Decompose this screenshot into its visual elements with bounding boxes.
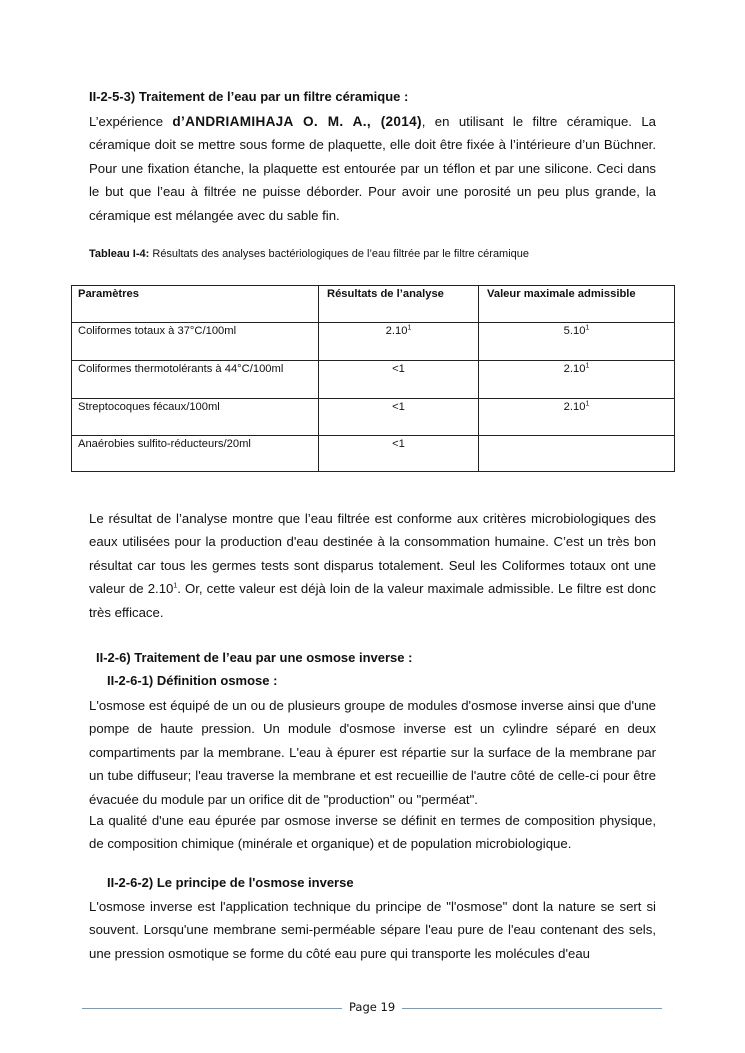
ceramic-filter-paragraph: L’expérience d’ANDRIAMIHAJA O. M. A., (2014), en utilisant le filtre céramique. La céramique doit se mettre sous forme de plaquette, elle doit être fixée à l’intérieure d’un Büchner. Pour une fixation étanche, la plaquette est entourée par un téflon et par une silicone. Ceci dans le but que l’eau à filtrée ne puisse déborder. Pour avoir une porosité un peu plus grande, la céramique est mélangée avec du sable fin.: [89, 114, 656, 223]
cell-param: Streptocoques fécaux/100ml: [72, 399, 319, 436]
section-heading-reverse-osmosis: II-2-6) Traitement de l’eau par une osmose inverse :: [96, 650, 413, 665]
table-header-row: [72, 286, 675, 323]
footer-rule-right: [402, 1008, 662, 1009]
author-citation: O. M. A., (2014): [303, 114, 422, 129]
header-parameters: Paramètres: [72, 286, 319, 323]
footer-rule-left: [82, 1008, 342, 1009]
author-name: d’ANDRIAMIHAJA: [172, 114, 294, 129]
subsection-heading-definition: II-2-6-1) Définition osmose :: [107, 673, 278, 688]
table-caption: Tableau I-4: Résultats des analyses bactériologiques de l’eau filtrée par le filtre céramique: [89, 248, 530, 260]
header-results: Résultats de l’analyse: [319, 286, 479, 323]
table-row: [72, 399, 675, 436]
page-number: Page 19: [349, 1000, 396, 1014]
cell-result: <1: [319, 399, 479, 436]
table-row: [72, 361, 675, 399]
osmosis-definition-paragraph: L'osmose est équipé de un ou de plusieurs groupe de modules d'osmose inverse ainsi que d'une pompe de haute pression. Un module d'osmose inverse est un cylindre séparé en deux compartiments par la membrane. L'eau à épurer est répartie sur la surface de la membrane par un tube diffuseur; l'eau traverse la membrane et est recueillie de l'autre côté de celle-ci pour être évacuée du module par un orifice dit de "production" ou "perméat". La qualité d'une eau épurée par osmose inverse se définit en termes de composition physique, de composition chimique (minérale et organique) et de population microbiologique.: [89, 698, 656, 852]
cell-param: Coliformes thermotolérants à 44°C/100ml: [72, 361, 319, 399]
cell-max: 2.10$^1$: [479, 399, 675, 436]
cell-max: 5.10$^1$: [479, 323, 675, 361]
subsection-heading-principle: II-2-6-2) Le principe de l'osmose inverse: [107, 875, 354, 890]
cell-max: [479, 436, 675, 472]
table-row: [72, 323, 675, 361]
result-paragraph: Le résultat de l’analyse montre que l’eau filtrée est conforme aux critères microbiologiques des eaux utilisées pour la production d'eau destinée à la consommation humaine. C’est un très bon résultat car tous les germes tests sont disparus totalement. Seul les Coliformes totaux ont une valeur de 2.10$^1$. Or, cette valeur est déjà loin de la valeur maximale admissible. Le filtre est donc très efficace.: [89, 511, 656, 620]
cell-max: 2.10$^1$: [479, 361, 675, 399]
section-heading-ceramic-filter: II-2-5-3) Traitement de l’eau par un filtre céramique :: [89, 89, 409, 104]
cell-result: <1: [319, 361, 479, 399]
table-row: [72, 436, 675, 472]
cell-param: Coliformes totaux à 37°C/100ml: [72, 323, 319, 361]
cell-result: <1: [319, 436, 479, 472]
cell-result: 2.10$^1$: [319, 323, 479, 361]
bacteriological-results-table: [71, 285, 675, 472]
osmosis-principle-paragraph: L'osmose inverse est l'application technique du principe de "l'osmose" dont la nature se sert si souvent. Lorsqu'une membrane semi-perméable sépare l'eau pure de l'eau contenant des sels, une pression osmotique se forme du côté eau pure qui transporte les molécules d'eau: [89, 899, 656, 961]
header-max-value: Valeur maximale admissible: [479, 286, 675, 323]
cell-param: Anaérobies sulfito-réducteurs/20ml: [72, 436, 319, 472]
